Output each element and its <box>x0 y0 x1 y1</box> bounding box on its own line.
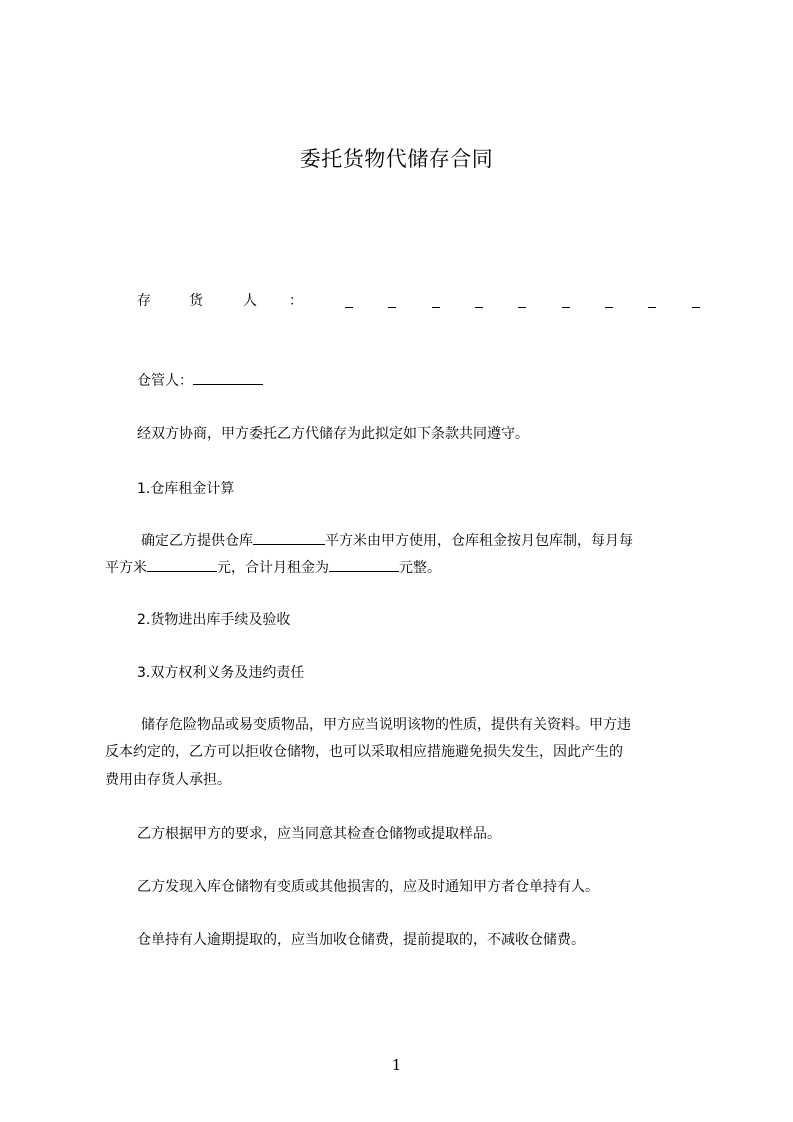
section-3-para-1-line-2: 反本约定的，乙方可以拒收仓储物，也可以采取相应措施避免损失发生，因此产生的 <box>105 744 623 760</box>
depositor-row <box>137 293 700 313</box>
depositor-blank-dash[interactable] <box>648 307 656 308</box>
section-1-text: 平方米由甲方使用，仓库租金按月包库制，每月每 <box>325 533 633 549</box>
section-3-para-4: 仓单持有人逾期提取的，应当加收仓储费，提前提取的，不减收仓储费。 <box>137 932 585 948</box>
keeper-blank[interactable] <box>193 372 263 385</box>
section-1-heading: 1.仓库租金计算 <box>137 481 235 497</box>
section-1-text: 元，合计月租金为 <box>217 560 329 576</box>
depositor-blank-dash[interactable] <box>605 307 613 308</box>
depositor-blank-dash[interactable] <box>432 307 440 308</box>
depositor-label-char-2: 货 <box>189 293 203 309</box>
depositor-label-colon: ： <box>289 293 303 309</box>
section-3-heading: 3.双方权利义务及违约责任 <box>137 665 305 681</box>
depositor-blank-dash[interactable] <box>388 307 396 308</box>
keeper-label: 仓管人： <box>137 373 193 389</box>
section-1-text: 元整。 <box>399 560 441 576</box>
depositor-label-char-3: 人 <box>243 293 257 309</box>
section-1-text: 确定乙方提供仓库 <box>141 533 253 549</box>
section-3-para-1-line-3: 费用由存货人承担。 <box>105 772 231 788</box>
depositor-blank-dash[interactable] <box>518 307 526 308</box>
section-1-text: 平方米 <box>105 560 147 576</box>
warehouse-area-blank[interactable] <box>253 532 325 545</box>
section-3-para-2: 乙方根据甲方的要求，应当同意其检查仓储物或提取样品。 <box>137 826 501 842</box>
keeper-line <box>137 372 263 389</box>
section-1-line-1 <box>141 532 633 549</box>
depositor-blank-dash[interactable] <box>692 307 700 308</box>
section-2-heading: 2.货物进出库手续及验收 <box>137 612 291 628</box>
depositor-label-char-1: 存 <box>137 293 151 309</box>
unit-price-blank[interactable] <box>147 559 217 572</box>
intro-paragraph: 经双方协商，甲方委托乙方代储存为此拟定如下条款共同遵守。 <box>137 426 529 442</box>
section-3-para-1-line-1: 储存危险物品或易变质物品，甲方应当说明该物的性质，提供有关资料。甲方违 <box>141 717 631 733</box>
page-number: 1 <box>391 1056 402 1074</box>
section-1-line-2 <box>105 559 441 576</box>
document-title: 委托货物代储存合同 <box>299 147 494 171</box>
monthly-rent-blank[interactable] <box>329 559 399 572</box>
depositor-blank-dash[interactable] <box>345 307 353 308</box>
depositor-blank-dash[interactable] <box>562 307 570 308</box>
depositor-blank-dash[interactable] <box>475 307 483 308</box>
section-3-para-3: 乙方发现入库仓储物有变质或其他损害的，应及时通知甲方者仓单持有人。 <box>137 879 599 895</box>
